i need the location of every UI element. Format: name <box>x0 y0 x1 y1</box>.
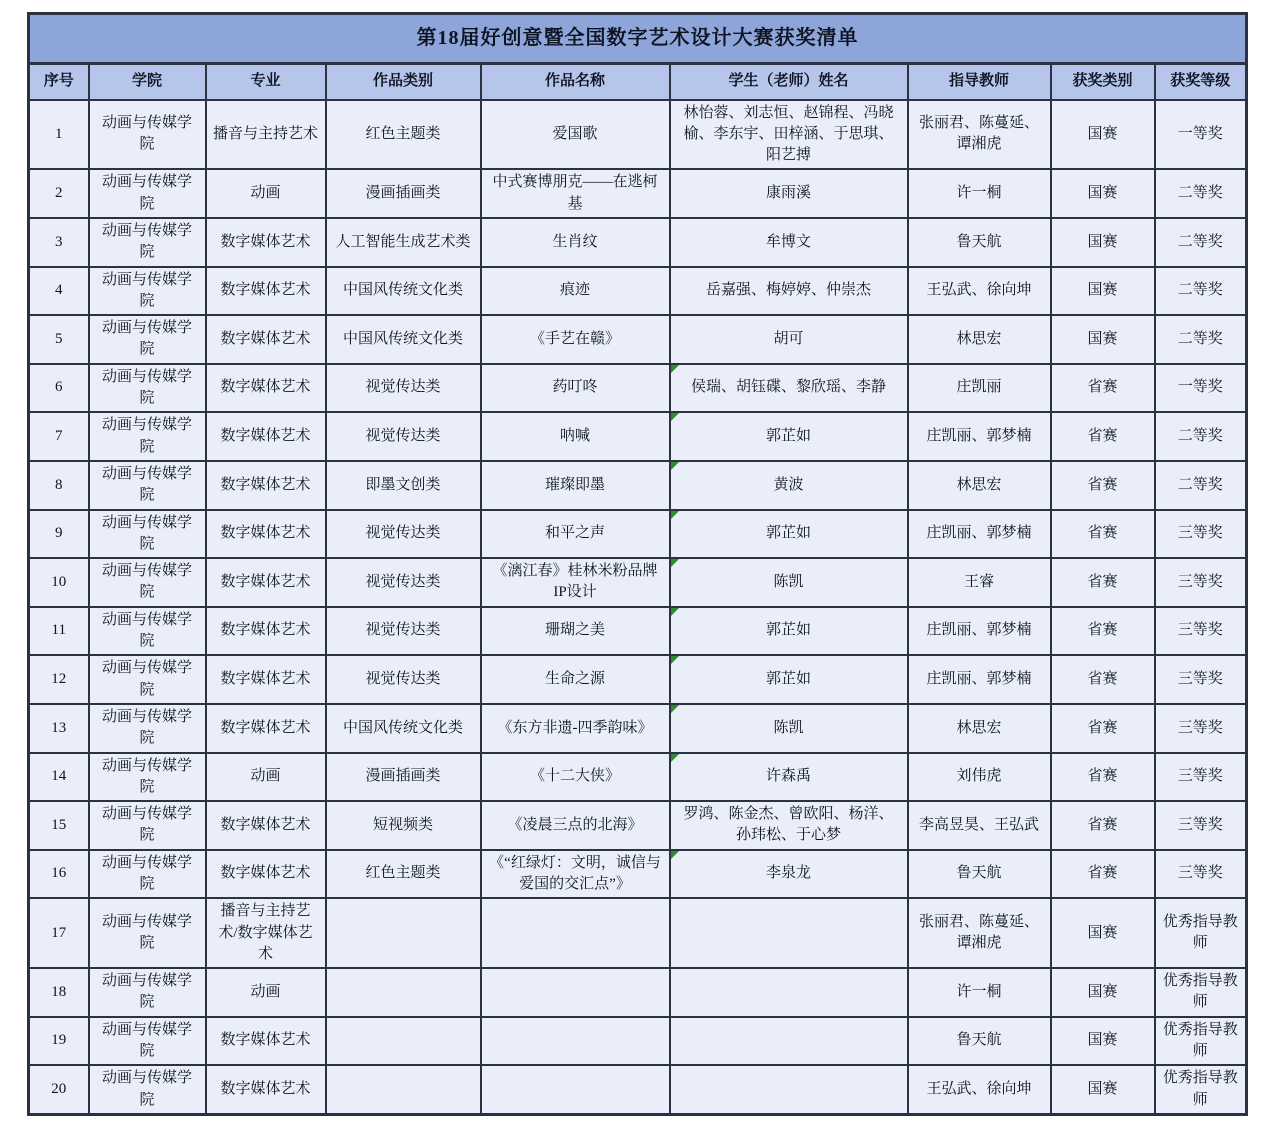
table-row <box>29 898 1247 968</box>
table-row <box>29 510 1247 559</box>
cell-students: 黄波 <box>670 461 908 510</box>
cell-college: 动画与传媒学院 <box>89 704 206 753</box>
title-row <box>29 14 1247 64</box>
cell-index: 10 <box>29 558 89 607</box>
cell-major: 数字媒体艺术 <box>206 412 326 461</box>
cell-advisor: 张丽君、陈蔓延、谭湘虎 <box>908 898 1051 968</box>
cell-category: 视觉传达类 <box>326 607 481 656</box>
cell-advisor: 庄凯丽、郭梦楠 <box>908 607 1051 656</box>
cell-index: 18 <box>29 968 89 1017</box>
cell-category: 漫画插画类 <box>326 169 481 218</box>
cell-college: 动画与传媒学院 <box>89 558 206 607</box>
cell-students: 郭芷如 <box>670 655 908 704</box>
column-header-major: 专业 <box>206 64 326 100</box>
cell-award-type: 省赛 <box>1051 510 1155 559</box>
cell-index: 16 <box>29 850 89 899</box>
cell-award-type: 省赛 <box>1051 461 1155 510</box>
cell-category: 人工智能生成艺术类 <box>326 218 481 267</box>
cell-work: 《漓江春》桂林米粉品牌IP设计 <box>481 558 670 607</box>
cell-major: 动画 <box>206 968 326 1017</box>
cell-college: 动画与传媒学院 <box>89 100 206 170</box>
cell-category: 视觉传达类 <box>326 364 481 413</box>
header-row <box>29 64 1247 100</box>
cell-students <box>670 968 908 1017</box>
cell-students: 郭芷如 <box>670 412 908 461</box>
table-row <box>29 558 1247 607</box>
cell-students: 林怡蓉、刘志恒、赵锦程、冯晓榆、李东宇、田梓涵、于思琪、阳艺搏 <box>670 100 908 170</box>
cell-college: 动画与传媒学院 <box>89 1065 206 1114</box>
cell-index: 7 <box>29 412 89 461</box>
cell-major: 数字媒体艺术 <box>206 510 326 559</box>
cell-award-type: 省赛 <box>1051 364 1155 413</box>
cell-students <box>670 898 908 968</box>
cell-college: 动画与传媒学院 <box>89 412 206 461</box>
cell-college: 动画与传媒学院 <box>89 461 206 510</box>
cell-award-type: 国赛 <box>1051 1017 1155 1066</box>
cell-advisor: 王弘武、徐向坤 <box>908 1065 1051 1114</box>
cell-college: 动画与传媒学院 <box>89 801 206 850</box>
cell-category: 红色主题类 <box>326 850 481 899</box>
cell-work: 璀璨即墨 <box>481 461 670 510</box>
award-table <box>27 12 1248 1116</box>
cell-college: 动画与传媒学院 <box>89 315 206 364</box>
cell-award-type: 省赛 <box>1051 850 1155 899</box>
cell-major: 数字媒体艺术 <box>206 461 326 510</box>
cell-students: 陈凯 <box>670 704 908 753</box>
cell-index: 12 <box>29 655 89 704</box>
cell-index: 19 <box>29 1017 89 1066</box>
cell-award-type: 省赛 <box>1051 801 1155 850</box>
cell-category: 视觉传达类 <box>326 510 481 559</box>
cell-advisor: 鲁天航 <box>908 850 1051 899</box>
cell-advisor: 林思宏 <box>908 315 1051 364</box>
cell-advisor: 王睿 <box>908 558 1051 607</box>
table-row <box>29 801 1247 850</box>
cell-category: 中国风传统文化类 <box>326 267 481 316</box>
cell-award-type: 省赛 <box>1051 607 1155 656</box>
cell-category <box>326 898 481 968</box>
cell-students: 许森禹 <box>670 753 908 802</box>
cell-award-level: 二等奖 <box>1155 169 1247 218</box>
cell-major: 动画 <box>206 753 326 802</box>
table-row <box>29 704 1247 753</box>
cell-college: 动画与传媒学院 <box>89 753 206 802</box>
cell-college: 动画与传媒学院 <box>89 364 206 413</box>
table-row <box>29 267 1247 316</box>
cell-award-type: 省赛 <box>1051 753 1155 802</box>
cell-award-level: 三等奖 <box>1155 704 1247 753</box>
cell-work <box>481 1017 670 1066</box>
table-row <box>29 315 1247 364</box>
cell-advisor: 张丽君、陈蔓延、谭湘虎 <box>908 100 1051 170</box>
cell-work: 呐喊 <box>481 412 670 461</box>
cell-advisor: 庄凯丽 <box>908 364 1051 413</box>
cell-award-level: 三等奖 <box>1155 801 1247 850</box>
cell-category: 中国风传统文化类 <box>326 315 481 364</box>
table-row <box>29 169 1247 218</box>
cell-award-level: 三等奖 <box>1155 753 1247 802</box>
cell-category: 即墨文创类 <box>326 461 481 510</box>
cell-major: 数字媒体艺术 <box>206 267 326 316</box>
cell-award-type: 国赛 <box>1051 315 1155 364</box>
cell-index: 9 <box>29 510 89 559</box>
cell-students: 胡可 <box>670 315 908 364</box>
cell-index: 6 <box>29 364 89 413</box>
cell-work: 和平之声 <box>481 510 670 559</box>
cell-students <box>670 1065 908 1114</box>
cell-award-type: 国赛 <box>1051 267 1155 316</box>
column-header-index: 序号 <box>29 64 89 100</box>
page-title: 第18届好创意暨全国数字艺术设计大赛获奖清单 <box>29 14 1247 64</box>
cell-work <box>481 968 670 1017</box>
cell-award-type: 省赛 <box>1051 655 1155 704</box>
cell-college: 动画与传媒学院 <box>89 898 206 968</box>
cell-work: 《凌晨三点的北海》 <box>481 801 670 850</box>
cell-work <box>481 898 670 968</box>
cell-award-level: 三等奖 <box>1155 850 1247 899</box>
cell-category: 红色主题类 <box>326 100 481 170</box>
cell-major: 动画 <box>206 169 326 218</box>
table-row <box>29 655 1247 704</box>
cell-major: 数字媒体艺术 <box>206 655 326 704</box>
cell-students: 陈凯 <box>670 558 908 607</box>
cell-major: 数字媒体艺术 <box>206 558 326 607</box>
column-header-category: 作品类别 <box>326 64 481 100</box>
cell-award-level: 一等奖 <box>1155 100 1247 170</box>
cell-advisor: 林思宏 <box>908 704 1051 753</box>
cell-students: 牟博文 <box>670 218 908 267</box>
cell-award-level: 二等奖 <box>1155 315 1247 364</box>
cell-award-level: 三等奖 <box>1155 655 1247 704</box>
cell-advisor: 鲁天航 <box>908 218 1051 267</box>
cell-college: 动画与传媒学院 <box>89 510 206 559</box>
column-header-award-type: 获奖类别 <box>1051 64 1155 100</box>
cell-work: 爱国歌 <box>481 100 670 170</box>
cell-college: 动画与传媒学院 <box>89 218 206 267</box>
cell-index: 15 <box>29 801 89 850</box>
cell-advisor: 庄凯丽、郭梦楠 <box>908 412 1051 461</box>
cell-work: 生命之源 <box>481 655 670 704</box>
cell-work: 《东方非遗-四季韵味》 <box>481 704 670 753</box>
cell-students: 郭芷如 <box>670 607 908 656</box>
cell-award-type: 省赛 <box>1051 558 1155 607</box>
column-header-students: 学生（老师）姓名 <box>670 64 908 100</box>
cell-work: 《手艺在赣》 <box>481 315 670 364</box>
table-row <box>29 1017 1247 1066</box>
cell-major: 数字媒体艺术 <box>206 801 326 850</box>
cell-students: 郭芷如 <box>670 510 908 559</box>
cell-index: 8 <box>29 461 89 510</box>
cell-category: 视觉传达类 <box>326 655 481 704</box>
cell-index: 17 <box>29 898 89 968</box>
column-header-advisor: 指导教师 <box>908 64 1051 100</box>
cell-index: 13 <box>29 704 89 753</box>
table-row <box>29 607 1247 656</box>
cell-award-level: 三等奖 <box>1155 607 1247 656</box>
table-row <box>29 100 1247 170</box>
cell-index: 14 <box>29 753 89 802</box>
cell-award-level: 优秀指导教师 <box>1155 1017 1247 1066</box>
cell-award-type: 省赛 <box>1051 412 1155 461</box>
cell-advisor: 许一桐 <box>908 968 1051 1017</box>
cell-award-level: 优秀指导教师 <box>1155 968 1247 1017</box>
cell-advisor: 庄凯丽、郭梦楠 <box>908 655 1051 704</box>
cell-award-level: 二等奖 <box>1155 267 1247 316</box>
cell-award-type: 国赛 <box>1051 100 1155 170</box>
cell-index: 5 <box>29 315 89 364</box>
cell-category: 视觉传达类 <box>326 412 481 461</box>
cell-advisor: 许一桐 <box>908 169 1051 218</box>
cell-index: 20 <box>29 1065 89 1114</box>
cell-major: 数字媒体艺术 <box>206 315 326 364</box>
table-row <box>29 412 1247 461</box>
cell-college: 动画与传媒学院 <box>89 850 206 899</box>
table-row <box>29 218 1247 267</box>
cell-award-level: 三等奖 <box>1155 558 1247 607</box>
table-body <box>29 100 1247 1115</box>
cell-college: 动画与传媒学院 <box>89 655 206 704</box>
cell-students <box>670 1017 908 1066</box>
cell-college: 动画与传媒学院 <box>89 968 206 1017</box>
cell-advisor: 林思宏 <box>908 461 1051 510</box>
cell-award-type: 国赛 <box>1051 218 1155 267</box>
cell-major: 数字媒体艺术 <box>206 218 326 267</box>
cell-index: 4 <box>29 267 89 316</box>
table-row <box>29 850 1247 899</box>
cell-award-level: 二等奖 <box>1155 412 1247 461</box>
cell-advisor: 庄凯丽、郭梦楠 <box>908 510 1051 559</box>
cell-category <box>326 968 481 1017</box>
cell-category <box>326 1065 481 1114</box>
table-row <box>29 364 1247 413</box>
cell-award-level: 优秀指导教师 <box>1155 898 1247 968</box>
cell-category <box>326 1017 481 1066</box>
cell-category: 中国风传统文化类 <box>326 704 481 753</box>
column-header-award-level: 获奖等级 <box>1155 64 1247 100</box>
cell-college: 动画与传媒学院 <box>89 169 206 218</box>
cell-index: 3 <box>29 218 89 267</box>
cell-award-type: 国赛 <box>1051 898 1155 968</box>
cell-index: 2 <box>29 169 89 218</box>
cell-work: 药叮咚 <box>481 364 670 413</box>
cell-award-type: 国赛 <box>1051 169 1155 218</box>
cell-students: 罗鸿、陈金杰、曾欧阳、杨洋、孙玮松、于心梦 <box>670 801 908 850</box>
cell-category: 短视频类 <box>326 801 481 850</box>
cell-index: 1 <box>29 100 89 170</box>
cell-students: 岳嘉强、梅婷婷、仲崇杰 <box>670 267 908 316</box>
table-row <box>29 968 1247 1017</box>
cell-advisor: 王弘武、徐向坤 <box>908 267 1051 316</box>
cell-major: 数字媒体艺术 <box>206 1065 326 1114</box>
cell-award-level: 三等奖 <box>1155 510 1247 559</box>
cell-work: 珊瑚之美 <box>481 607 670 656</box>
cell-award-type: 国赛 <box>1051 1065 1155 1114</box>
cell-college: 动画与传媒学院 <box>89 607 206 656</box>
cell-major: 数字媒体艺术 <box>206 607 326 656</box>
table-row <box>29 1065 1247 1114</box>
cell-major: 播音与主持艺术 <box>206 100 326 170</box>
cell-award-level: 二等奖 <box>1155 218 1247 267</box>
cell-work: 痕迹 <box>481 267 670 316</box>
cell-students: 李泉龙 <box>670 850 908 899</box>
cell-work <box>481 1065 670 1114</box>
cell-work: 《“红绿灯：文明，诚信与爱国的交汇点”》 <box>481 850 670 899</box>
cell-award-level: 优秀指导教师 <box>1155 1065 1247 1114</box>
cell-college: 动画与传媒学院 <box>89 267 206 316</box>
cell-work: 中式赛博朋克——在逃柯基 <box>481 169 670 218</box>
cell-category: 漫画插画类 <box>326 753 481 802</box>
cell-major: 数字媒体艺术 <box>206 364 326 413</box>
cell-major: 数字媒体艺术 <box>206 704 326 753</box>
cell-category: 视觉传达类 <box>326 558 481 607</box>
cell-award-type: 国赛 <box>1051 968 1155 1017</box>
table-row <box>29 461 1247 510</box>
cell-major: 播音与主持艺术/数字媒体艺术 <box>206 898 326 968</box>
cell-award-type: 省赛 <box>1051 704 1155 753</box>
column-header-college: 学院 <box>89 64 206 100</box>
cell-college: 动画与传媒学院 <box>89 1017 206 1066</box>
cell-students: 康雨溪 <box>670 169 908 218</box>
cell-award-level: 二等奖 <box>1155 461 1247 510</box>
cell-major: 数字媒体艺术 <box>206 850 326 899</box>
cell-advisor: 李高昱昊、王弘武 <box>908 801 1051 850</box>
table-row <box>29 753 1247 802</box>
cell-advisor: 刘伟虎 <box>908 753 1051 802</box>
cell-award-level: 一等奖 <box>1155 364 1247 413</box>
cell-advisor: 鲁天航 <box>908 1017 1051 1066</box>
column-header-work: 作品名称 <box>481 64 670 100</box>
cell-work: 《十二大侠》 <box>481 753 670 802</box>
cell-major: 数字媒体艺术 <box>206 1017 326 1066</box>
cell-students: 侯瑞、胡钰碟、黎欣瑶、李静 <box>670 364 908 413</box>
cell-index: 11 <box>29 607 89 656</box>
cell-work: 生肖纹 <box>481 218 670 267</box>
